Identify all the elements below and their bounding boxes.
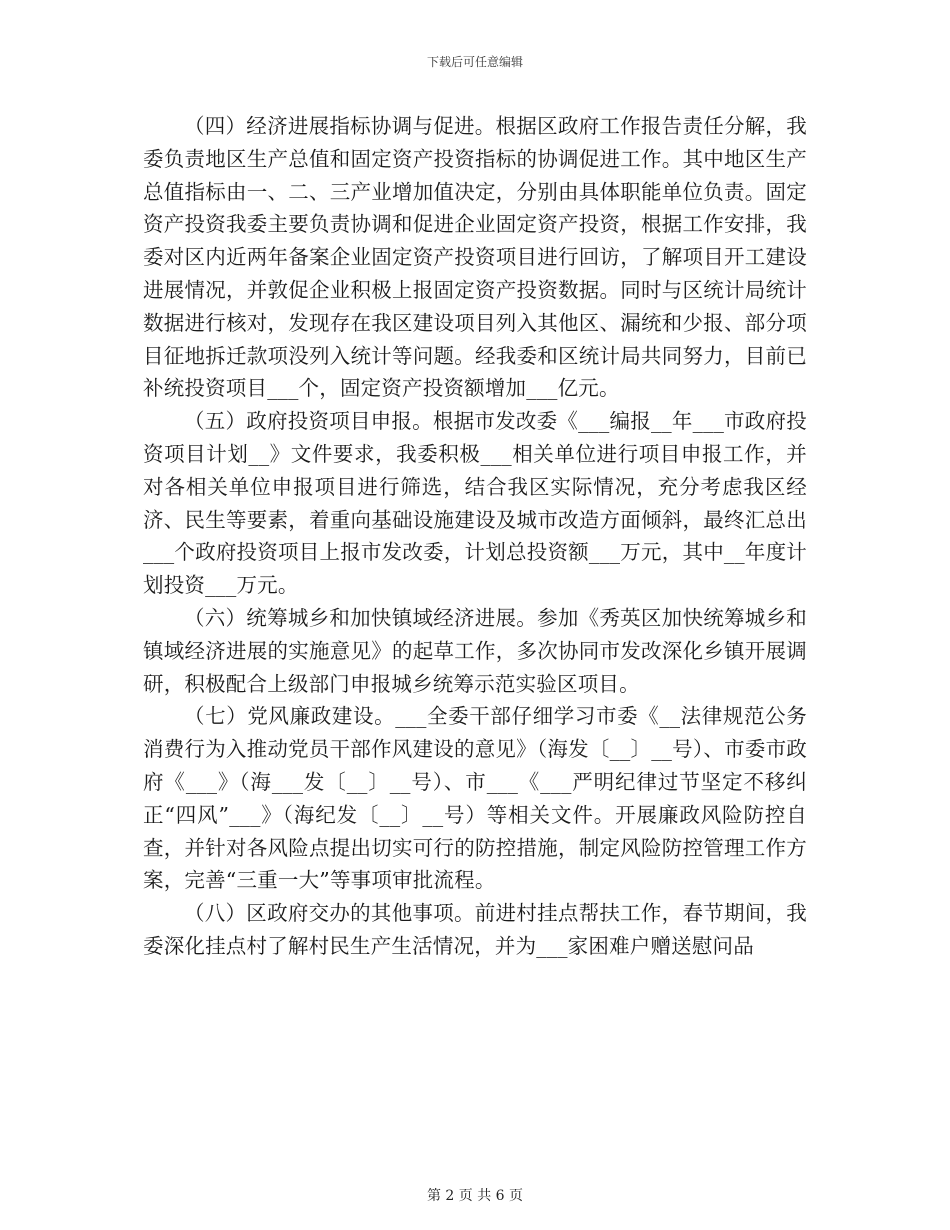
page-header: 下载后可任意编辑 <box>426 55 523 69</box>
paragraph-section-6: （六）统筹城乡和加快镇域经济进展。参加《秀英区加快统筹城乡和镇域经济进展的实施意见》的起草工作，多次协同市发改深化乡镇开展调研，积极配合上级部门申报城乡统筹示范实验区项目。 <box>143 605 807 696</box>
paragraph-section-8: （八）区政府交办的其他事项。前进村挂点帮扶工作，春节期间，我委深化挂点村了解村民生产生活情况，并为___家困难户赠送慰问品 <box>143 901 807 958</box>
document-body <box>143 110 807 963</box>
page-number: 第 2 页 共 6 页 <box>426 1188 524 1204</box>
paragraph-section-7: （七）党风廉政建设。___全委干部仔细学习市委《__法律规范公务消费行为入推动党员干部作风建设的意见》（海发〔__〕__号）、市委市政府《___》（海___发〔__〕__号）、市___《___严明纪律过节坚定不移纠正“四风”___》（海纪发〔__〕__号）等相关文件。开展廉政风险防控自查，并针对各风险点提出切实可行的防控措施，制定风险防控管理工作方案，完善“三重一大”等事项审批流程。 <box>143 704 807 893</box>
paragraph-section-4: （四）经济进展指标协调与促进。根据区政府工作报告责任分解，我委负责地区生产总值和固定资产投资指标的协调促进工作。其中地区生产总值指标由一、二、三产业增加值决定，分别由具体职能单位负责。固定资产投资我委主要负责协调和促进企业固定资产投资，根据工作安排，我委对区内近两年备案企业固定资产投资项目进行回访，了解项目开工建设进展情况，并敦促企业积极上报固定资产投资数据。同时与区统计局统计数据进行核对，发现存在我区建设项目列入其他区、漏统和少报、部分项目征地拆迁款项没列入统计等问题。经我委和区统计局共同努力，目前已补统投资项目___个，固定资产投资额增加___亿元。 <box>143 114 807 401</box>
paragraph-section-5: （五）政府投资项目申报。根据市发改委《___编报__年___市政府投资项目计划__》文件要求，我委积极___相关单位进行项目申报工作，并对各相关单位申报项目进行筛选，结合我区实际情况，充分考虑我区经济、民生等要素，着重向基础设施建设及城市改造方面倾斜，最终汇总出___个政府投资项目上报市发改委，计划总投资额___万元，其中__年度计划投资___万元。 <box>143 409 807 598</box>
